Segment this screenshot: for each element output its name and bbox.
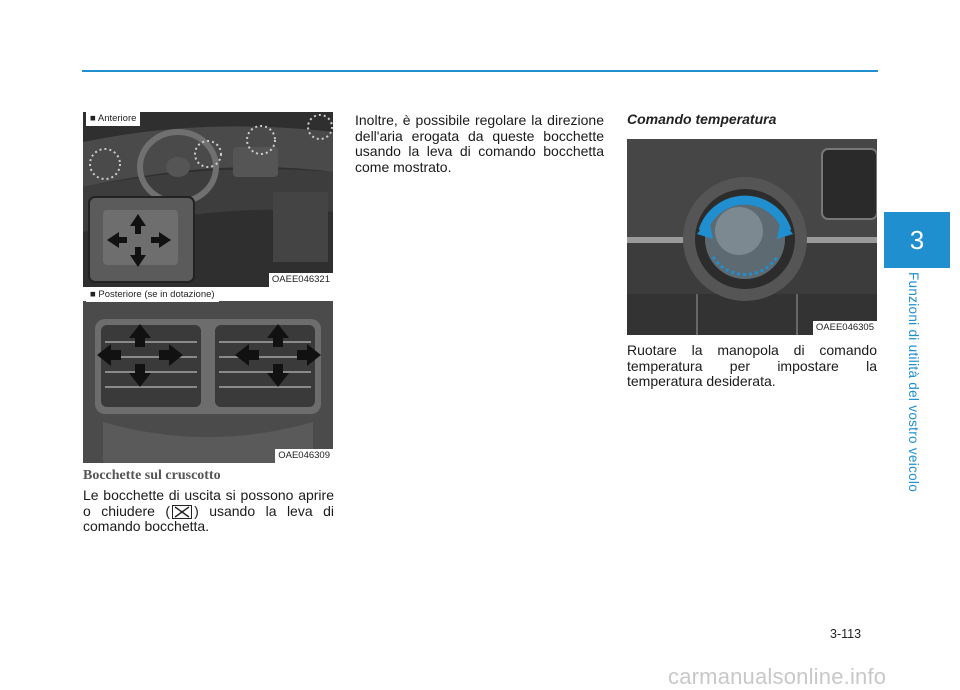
front-dashboard-illustration (83, 112, 333, 287)
figure-rear-code: OAE046309 (275, 449, 333, 463)
paragraph-air-direction: Inoltre, è possibile regolare la direzione dell'aria erogata da queste bocchette usando la leva di comando bocchetta come mostrato. (355, 112, 604, 175)
paragraph-dashboard-vents (83, 488, 334, 535)
heading-dashboard-vents: Bocchette sul cruscotto (83, 468, 221, 483)
heading-temperature-control: Comando temperatura (627, 111, 777, 127)
paragraph-temperature-control: Ruotare la manopola di comando temperatura per impostare la temperatura desiderata. (627, 342, 877, 389)
section-tab (884, 212, 950, 268)
page-number: 3-113 (830, 627, 862, 641)
header-rule (82, 70, 878, 72)
section-title: Funzioni di utilità del vostro veicolo (906, 272, 921, 493)
figure-rear-label: ■ Posteriore (se in dotazione) (86, 288, 219, 302)
temperature-knob-illustration (627, 139, 877, 335)
paragraph-dashboard-vents-start: Le bocchette di uscita si possono aprire o chiudere ( (83, 487, 334, 519)
section-number: 3 (909, 224, 925, 255)
paragraph-dashboard-vents-end: ) usando la leva di comando bocchetta. (83, 502, 334, 534)
watermark-text: carmanualsonline.info (668, 664, 887, 689)
rear-vents-illustration (83, 287, 333, 463)
figure-rear-vents (83, 287, 333, 463)
figure-front-code: OAEE046321 (269, 273, 333, 287)
figure-temperature-code: OAEE046305 (813, 321, 877, 335)
figure-temperature-knob (627, 139, 877, 335)
vent-close-symbol-icon (172, 505, 192, 519)
figure-front-vents (83, 112, 333, 287)
figure-front-label: ■ Anteriore (86, 112, 140, 126)
